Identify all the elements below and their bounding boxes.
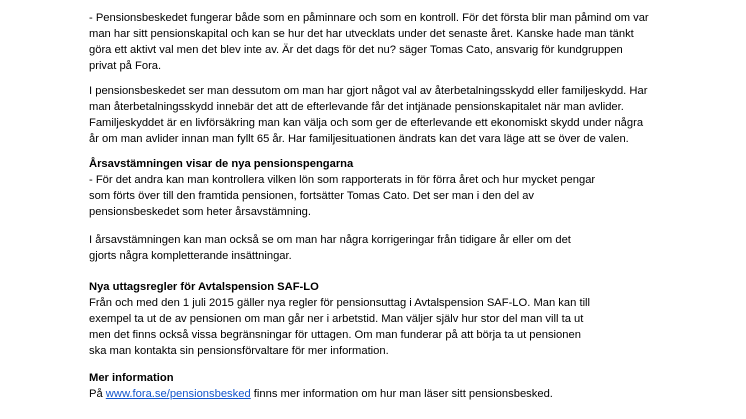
text-line: ska man kontakta sin pensionsförvaltare för mer information. — [89, 345, 389, 357]
more-info-line — [89, 386, 553, 402]
section-withdrawal-rules — [89, 279, 590, 359]
text-line: - För det andra kan man kontrollera vilken lön som rapporterats in för förra året och hur mycket pengar — [89, 174, 596, 186]
pensionsbesked-link[interactable]: www.fora.se/pensionsbesked — [105, 388, 251, 400]
section-more-information — [89, 370, 553, 402]
section-heading: Årsavstämningen visar de nya pensionspengarna — [89, 158, 354, 170]
more-info-prefix: På — [89, 388, 106, 400]
text-line: man återbetalningsskydd innebär det att de efterlevande får det intjänade pensionskapitalet när man avlider. — [89, 101, 624, 113]
paragraph-protection-choices — [89, 83, 647, 147]
text-line: - Pensionsbeskedet fungerar både som en påminnare och som en kontroll. För det första blir man påmind om var — [89, 12, 649, 24]
text-line: som förts över till den framtida pensionen, fortsätter Tomas Cato. Det ser man i den del av — [89, 190, 535, 202]
section-heading: Mer information — [89, 372, 174, 384]
text-line: Familjeskyddet är en livförsäkring man kan välja och som ger de efterlevande ett ekonomiskt skydd under några — [89, 117, 644, 129]
text-line: år om man avlider innan man fyllt 65 år. Har familjesituationen ändrats kan det vara läge att se över de valen. — [89, 133, 629, 145]
text-line: I pensionsbeskedet ser man dessutom om man har gjort något val av återbetalningsskydd eller familjeskydd. Har — [89, 85, 648, 97]
text-line: I årsavstämningen kan man också se om man har några korrigeringar från tidigare år eller om det — [89, 234, 571, 246]
paragraph-pension-reminder — [89, 10, 649, 74]
more-info-suffix: finns mer information om hur man läser sitt pensionsbesked. — [250, 388, 553, 400]
text-line: Från och med den 1 juli 2015 gäller nya regler för pensionsuttag i Avtalspension SAF-LO. Man kan till — [89, 297, 591, 309]
text-line: gjorts några kompletterande insättningar. — [89, 250, 292, 262]
paragraph-corrections — [89, 232, 571, 264]
text-line: man har sitt pensionskapital och kan se hur det har utvecklats under det senaste året. Kanske hade man tänkt — [89, 28, 634, 40]
section-heading: Nya uttagsregler för Avtalspension SAF-LO — [89, 281, 319, 293]
text-line: privat på Fora. — [89, 60, 162, 72]
text-line: men det finns också vissa begränsningar för uttagen. Om man funderar på att börja ta ut pensionen — [89, 329, 581, 341]
text-line: göra ett aktivt val men det blev inte av. Är det dags för det nu? säger Tomas Cato, ansvarig för kundgruppen — [89, 44, 623, 56]
text-line: pensionsbeskedet som heter årsavstämning. — [89, 206, 312, 218]
text-line: exempel ta ut de av pensionen om man går ner i arbetstid. Man väljer själv hur stor del man vill ta ut — [89, 313, 584, 325]
section-annual-reconciliation — [89, 156, 595, 220]
